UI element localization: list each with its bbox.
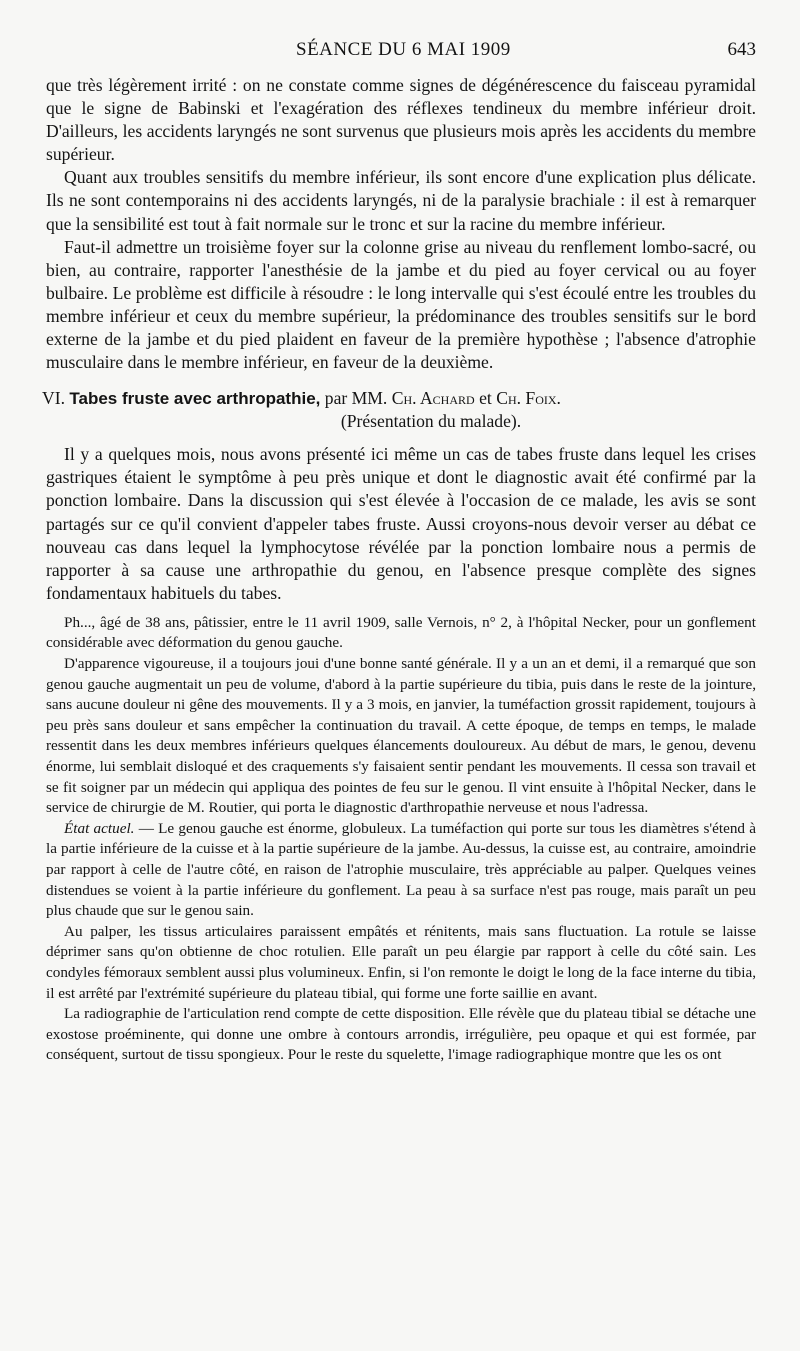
paragraph-intro: Il y a quelques mois, nous avons présenté ici même un cas de tabes fruste dans lequel les crises gastriques étaient le symptôme à peu près unique et dont le diagnostic avait été confirmé par la ponction lombaire. Dans la discussion qui s'est élevée à l'occasion de ce malade, les avis se sont partagés sur ce qu'il convient d'appeler tabes fruste. Aussi croyons-nous devoir verser au débat ce nouveau cas dans lequel la lymphocytose révélée par la ponction lombaire nous a permis de rapporter à sa cause une arthropathie du genou, en l'absence presque complète des signes fondamentaux habituels du tabes. [46, 444, 756, 603]
case-paragraph-current-state [46, 819, 756, 922]
paragraph-sensory-troubles: Quant aux troubles sensitifs du membre inférieur, ils sont encore d'une explication plus délicate. Ils ne sont contemporains ni des accidents laryngés, ni de la paralysie brachiale : il est à remarquer que la sensibilité est tout à fait normale sur le tronc et sur la racine du membre inférieur. [46, 167, 756, 234]
running-head [46, 34, 756, 74]
page-number: 643 [727, 39, 756, 60]
current-state-text: — Le genou gauche est énorme, globuleux. La tuméfaction qui porte sur tous les diamètres s'étend à la partie inférieure de la cuisse et à la partie supérieure de la jambe. Au-dessus, la cuisse est, au contraire, amoindrie par rapport à celle de l'autre côté, en raison de l'atrophie musculaire, très appréciable au palper. Quelques veines distendues se voient à la partie inférieure du gonflement. La peau à sa surface n'est pas rouge, mais paraît un peu plus chaude que sur le genou sain. [46, 819, 756, 920]
section-and: et [479, 388, 492, 409]
case-paragraph-radiography: La radiographie de l'articulation rend compte de cette disposition. Elle révèle que du plateau tibial se détache une exostose proéminente, qui donne une ombre à contours arrondis, irrégulière, peu opaque et qui est formée, par conséquent, surtout de tissu spongieux. Pour le reste du squelette, l'image radiographique montre que les os ont [46, 1005, 756, 1064]
paragraph-third-focus: Faut-il admettre un troisième foyer sur la colonne grise au niveau du renflement lombo-sacré, ou bien, au contraire, rapporter l'anesthésie de la jambe et du pied au foyer cervical ou au foyer bulbaire. Le problème est difficile à résoudre : le long intervalle qui s'est écoulé entre les troubles du membre inférieur et ceux du membre supérieur, la prédominance des troubles sensitifs sur le bord externe de la jambe et du pied plaident en faveur de la première hypothèse ; l'absence d'atrophie musculaire dans le membre inférieur, en faveur de la deuxième. [46, 236, 756, 373]
paragraph-continued: que très légèrement irrité : on ne constate comme signes de dégénérescence du faisceau pyramidal que le signe de Babinski et l'exagération des réflexes tendineux du membre inférieur droit. D'ailleurs, les accidents laryngés ne sont survenus que plusieurs mois après les accidents du membre supérieur. [46, 75, 756, 165]
case-paragraph-admission: Ph..., âgé de 38 ans, pâtissier, entre le 11 avril 1909, salle Vernois, n° 2, à l'hôpital Necker, pour un gonflement considérable avec déformation du genou gauche. [46, 613, 756, 652]
case-report [46, 613, 756, 1066]
section-subtitle: (Présentation du malade). [340, 411, 522, 432]
author-foix: Ch. Foix. [496, 388, 561, 409]
section-by: par MM. [324, 388, 388, 409]
running-head-title: SÉANCE DU 6 MAI 1909 [296, 39, 511, 60]
section-title: Tabes fruste avec arthropathie, [69, 389, 321, 409]
current-state-label: État actuel. [64, 819, 135, 837]
section-heading-line [42, 387, 756, 410]
section-number: VI. [42, 388, 65, 409]
section-heading [42, 387, 756, 433]
body-text [42, 74, 756, 605]
case-paragraph-history: D'apparence vigoureuse, il a toujours joui d'une bonne santé générale. Il y a un an et demi, il a remarqué que son genou gauche augmentait un peu de volume, d'abord à la partie supérieure du tibia, puis dans le reste de la jointure, sans aucune douleur ni gêne des mouvements. Il y a 3 mois, en janvier, la tuméfaction grossit rapidement, toujours à peu près sans douleur et sans empêcher la continuation du travail. A cette époque, de temps en temps, le malade ressentit dans les deux membres inférieurs quelques élancements douloureux. Au début de mars, le genou, devenu énorme, lui semblait disloqué et des craquements s'y faisaient sentir pendant les mouvements. Il cessa son travail et se fit soigner par un médecin qui appliqua des pointes de feu sur le genou. Il vint ensuite à l'hôpital Necker, dans le service de chirurgie de M. Routier, qui porta le diagnostic d'arthropathie nerveuse et nous l'adressa. [46, 655, 756, 817]
author-achard: Ch. Achard [391, 388, 475, 409]
case-paragraph-palpation: Au palper, les tissus articulaires paraissent empâtés et rénitents, mais sans fluctuation. La rotule se laisse déprimer sans qu'on obtienne de choc rotulien. Elle paraît un peu élargie par rapport à celle du côté sain. Les condyles fémoraux semblent aussi plus volumineux. Enfin, si l'on remonte le doigt le long de la face interne du tibia, il est arrêté par l'extrémité supérieure du plateau tibial, qui forme une forte saillie en avant. [46, 922, 756, 1002]
